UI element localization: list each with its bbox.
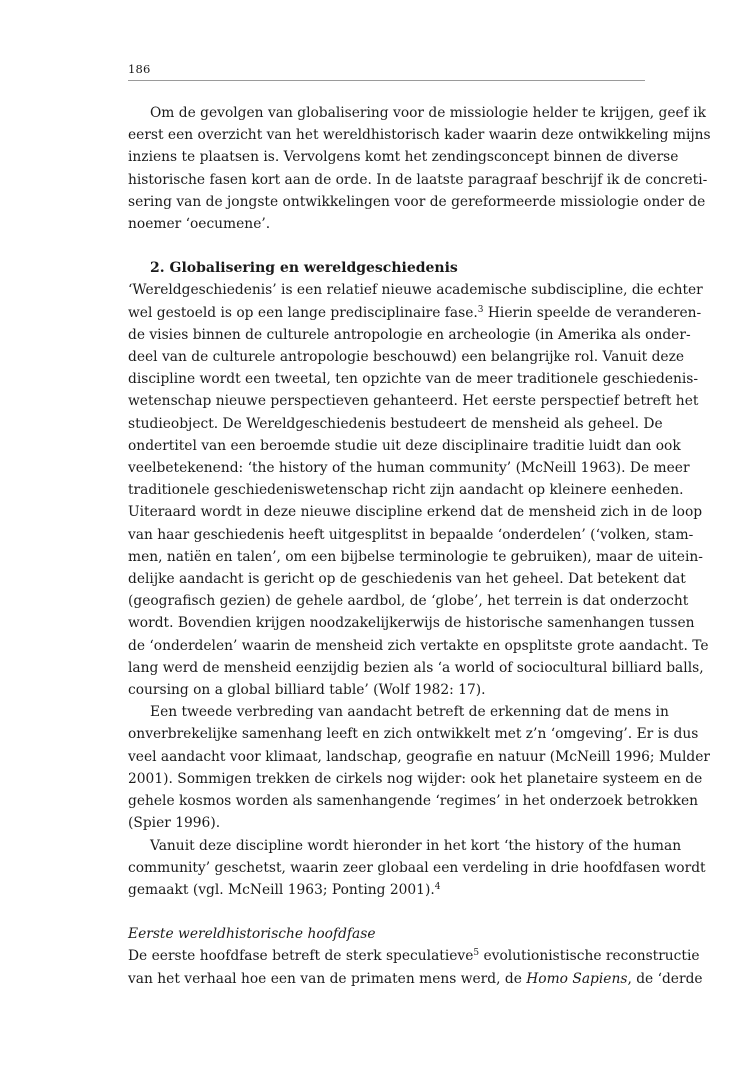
text-line: Om de gevolgen van globalisering voor de missiologie helder te krijgen, geef ik: [150, 105, 706, 121]
section-paragraph-3: [128, 835, 706, 902]
intro-paragraph: [128, 102, 711, 235]
text-line: discipline wordt een tweetal, ten opzichte van de meer traditionele geschiedenis-: [128, 371, 699, 388]
text-line: men, natiën en talen’, om een bijbelse terminologie te gebruiken), maar de uitein-: [128, 548, 703, 565]
text-line: lang werd de mensheid eenzijdig bezien als ‘a world of sociocultural billiard balls,: [128, 659, 704, 676]
text-line: Uiteraard wordt in deze nieuwe discipline erkend dat de mensheid zich in de loop: [128, 504, 703, 521]
text-line: ‘Wereldgeschiedenis’ is een relatief nieuwe academische subdiscipline, die echter: [128, 282, 703, 299]
text-line: de visies binnen de culturele antropologie en archeologie (in Amerika als onder-: [128, 326, 691, 343]
footnote-marker[interactable]: 4: [434, 881, 441, 892]
species-name: Homo Sapiens: [526, 970, 628, 987]
text-line: gehele kosmos worden als samenhangende ‘regimes’ in het onderzoek betrokken: [128, 793, 699, 810]
text-segment: wel gestoeld is op een lange predisciplinaire fase.: [128, 304, 478, 321]
text-line: community’ geschetst, waarin zeer globaal een verdeling in drie hoofdfasen wordt: [128, 859, 706, 876]
text-line: delijke aandacht is gericht op de geschiedenis van het geheel. Dat betekent dat: [128, 571, 686, 588]
text-line: eerst een overzicht van het wereldhistorisch kader waarin deze ontwikkeling mijns: [128, 127, 711, 144]
text-line: van haar geschiedenis heeft uitgesplitst in bepaalde ‘onderdelen’ (‘volken, stam-: [128, 526, 694, 543]
spacer: [128, 235, 645, 257]
spacer: [128, 901, 645, 923]
text-line: Een tweede verbreding van aandacht betreft de erkenning dat de mens in: [150, 704, 669, 721]
text-line: [128, 968, 703, 990]
text-line: wordt. Bovendien krijgen noodzakelijkerwijs de historische samenhangen tussen: [128, 615, 695, 632]
footnote-marker[interactable]: 5: [473, 948, 480, 959]
text-line: wetenschap nieuwe perspectieven gehanteerd. Het eerste perspectief betreft het: [128, 393, 699, 410]
subsection-paragraph: [128, 945, 703, 989]
section-heading: 2. Globalisering en wereldgeschiedenis: [150, 260, 458, 277]
text-line: historische fasen kort aan de orde. In de laatste paragraaf beschrijf ik de concreti-: [128, 171, 708, 188]
text-segment: van het verhaal hoe een van de primaten mens werd, de: [128, 970, 527, 987]
text-segment: evolutionistische reconstructie: [479, 948, 700, 965]
text-segment: De eerste hoofdfase betreft de sterk speculatieve: [128, 948, 474, 965]
text-segment: , de ‘derde: [627, 970, 703, 987]
text-line: (geografisch gezien) de gehele aardbol, de ‘globe’, het terrein is dat onderzocht: [128, 593, 689, 610]
text-line: onverbrekelijke samenhang leeft en zich ontwikkelt met z’n ‘omgeving’. Er is dus: [128, 726, 699, 743]
text-line: deel van de culturele antropologie beschouwd) een belangrijke rol. Vanuit deze: [128, 349, 685, 366]
text-line-with-footnote: [128, 945, 700, 967]
text-line: 2001). Sommigen trekken de cirkels nog wijder: ook het planetaire systeem en de: [128, 770, 703, 787]
text-line: de ‘onderdelen’ waarin de mensheid zich vertakte en opsplitste grote aandacht. Te: [128, 637, 709, 654]
text-line: sering van de jongste ontwikkelingen voor de gereformeerde missiologie onder de: [128, 193, 706, 210]
text-line: Vanuit deze discipline wordt hieronder in het kort ‘the history of the human: [150, 837, 682, 854]
text-line: veel aandacht voor klimaat, landschap, geografie en natuur (McNeill 1996; Mulder: [128, 748, 710, 765]
footnote-marker[interactable]: 3: [477, 304, 484, 315]
text-line: traditionele geschiedeniswetenschap richt zijn aandacht op kleinere eenheden.: [128, 482, 684, 499]
text-segment: Hierin speelde de veranderen-: [483, 304, 702, 321]
text-line-with-footnote: [128, 879, 645, 901]
text-line: studieobject. De Wereldgeschiedenis bestudeert de mensheid als geheel. De: [128, 415, 663, 432]
text-line: inziens te plaatsen is. Vervolgens komt het zendingsconcept binnen de diverse: [128, 149, 679, 166]
text-line: coursing on a global billiard table’ (Wolf 1982: 17).: [128, 682, 486, 699]
text-segment: gemaakt (vgl. McNeill 1963; Ponting 2001).: [128, 881, 435, 898]
text-line: veelbetekenend: ‘the history of the human community’ (McNeill 1963). De meer: [128, 460, 690, 477]
text-line: (Spier 1996).: [128, 815, 221, 832]
page-number: 186: [128, 62, 151, 76]
header-rule: [128, 80, 645, 81]
section-paragraph-2: [128, 701, 710, 834]
section-paragraph-1: [128, 279, 709, 701]
subsection-heading: Eerste wereldhistorische hoofdfase: [128, 926, 376, 943]
text-line: ondertitel van een beroemde studie uit deze disciplinaire traditie luidt dan ook: [128, 437, 681, 454]
text-line-with-footnote: [128, 302, 702, 324]
page-body: [128, 102, 711, 990]
text-line: noemer ‘oecumene’.: [128, 216, 271, 233]
